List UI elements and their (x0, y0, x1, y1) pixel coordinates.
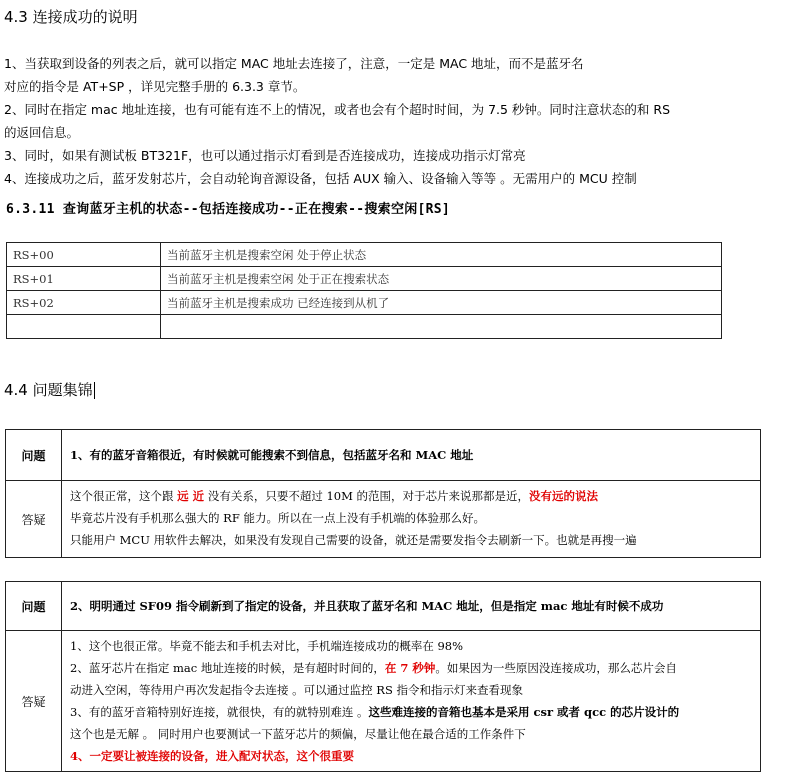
answer-line: 毕竟芯片没有手机那么强大的 RF 能力。所以在一点上没有手机端的体验那么好。 (70, 511, 485, 525)
qa-block-1 (5, 429, 761, 558)
table-row (7, 315, 722, 339)
paragraph-line: 2、同时在指定 mac 地址连接，也有可能有连不上的情况，或者也会有个超时时间，为 7.5 秒钟。同时注意状态的和 RS (4, 102, 671, 117)
answer-line (70, 657, 752, 679)
section-4-4-title (4, 379, 95, 400)
table-row (7, 291, 722, 315)
rs-desc-cell: 当前蓝牙主机是搜索空闲 处于停止状态 (161, 243, 722, 267)
highlight-text: 远 近 (177, 489, 205, 503)
section-4-3-title: 4.3 连接成功的说明 (4, 8, 138, 26)
question-label: 问题 (6, 582, 62, 631)
answer-fragment: 3、有的蓝牙音箱特别好连接，就很快，有的就特别难连 。 (70, 705, 369, 719)
question-label: 问题 (6, 430, 62, 481)
answer-line (70, 701, 752, 723)
qa-block-2 (5, 581, 761, 772)
section-4-3-body (4, 52, 794, 190)
rs-code-cell: RS+01 (7, 267, 161, 291)
answer-fragment: 。如果因为一些原因没连接成功，那么芯片会自 (435, 661, 677, 675)
emphasis-text: 这些难连接的音箱也基本是采用 csr 或者 qcc 的芯片设计的 (368, 705, 680, 719)
rs-desc-cell: 当前蓝牙主机是搜索空闲 处于正在搜索状态 (161, 267, 722, 291)
rs-status-table (6, 242, 722, 339)
rs-desc-cell (161, 315, 722, 339)
section-4-4-title-text: 4.4 问题集锦 (4, 381, 93, 399)
paragraph-line: 对应的指令是 AT+SP ，详见完整手册的 6.3.3 章节。 (4, 79, 306, 94)
text-cursor (94, 382, 96, 399)
answer-line-important: 4、一定要让被连接的设备，进入配对状态，这个很重要 (70, 749, 354, 763)
answer-line: 这个也是无解 。 同时用户也要测试一下蓝牙芯片的频偏，尽量让他在最合适的工作条件下 (70, 727, 526, 741)
rs-code-cell: RS+00 (7, 243, 161, 267)
answer-label: 答疑 (6, 481, 62, 558)
answer-line: 动进入空闲，等待用户再次发起指令去连接 。可以通过监控 RS 指令和指示灯来查看现象 (70, 683, 523, 697)
answer-text (62, 631, 761, 772)
table-row (6, 430, 761, 481)
answer-fragment: 这个很正常，这个跟 (70, 489, 178, 503)
table-row (7, 267, 722, 291)
answer-line (70, 485, 752, 507)
answer-line: 1、这个也很正常。毕竟不能去和手机去对比，手机端连接成功的概率在 98% (70, 639, 464, 653)
rs-code-cell: RS+02 (7, 291, 161, 315)
answer-label: 答疑 (6, 631, 62, 772)
answer-fragment: 没有关系，只要不超过 10M 的范围，对于芯片来说那都是近， (204, 489, 530, 503)
paragraph-line: 1、当获取到设备的列表之后，就可以指定 MAC 地址去连接了，注意，一定是 MAC 地址，而不是蓝牙名 (4, 56, 584, 71)
paragraph-line: 的返回信息。 (4, 125, 80, 140)
table-row (6, 481, 761, 558)
table-row (6, 631, 761, 772)
question-text: 2、明明通过 SF09 指令刷新到了指定的设备，并且获取了蓝牙名和 MAC 地址，但是指定 mac 地址有时候不成功 (62, 582, 761, 631)
answer-fragment: 2、蓝牙芯片在指定 mac 地址连接的时候，是有超时时间的， (70, 661, 385, 675)
rs-desc-cell: 当前蓝牙主机是搜索成功 已经连接到从机了 (161, 291, 722, 315)
paragraph-line: 3、同时，如果有测试板 BT321F，也可以通过指示灯看到是否连接成功，连接成功指示灯常亮 (4, 148, 526, 163)
question-text: 1、有的蓝牙音箱很近，有时候就可能搜索不到信息，包括蓝牙名和 MAC 地址 (62, 430, 761, 481)
highlight-text: 在 7 秒钟 (384, 661, 436, 675)
answer-text (62, 481, 761, 558)
table-row (7, 243, 722, 267)
rs-command-heading: 6.3.11 查询蓝牙主机的状态--包括连接成功--正在搜索--搜索空闲[RS] (6, 202, 451, 217)
paragraph-line: 4、连接成功之后，蓝牙发射芯片，会自动轮询音源设备，包括 AUX 输入、设备输入等等 。无需用户的 MCU 控制 (4, 171, 637, 186)
table-row (6, 582, 761, 631)
answer-line: 只能用户 MCU 用软件去解决，如果没有发现自己需要的设备，就还是需要发指令去刷新一下。也就是再搜一遍 (70, 533, 637, 547)
rs-code-cell (7, 315, 161, 339)
highlight-text: 没有远的说法 (529, 489, 599, 503)
